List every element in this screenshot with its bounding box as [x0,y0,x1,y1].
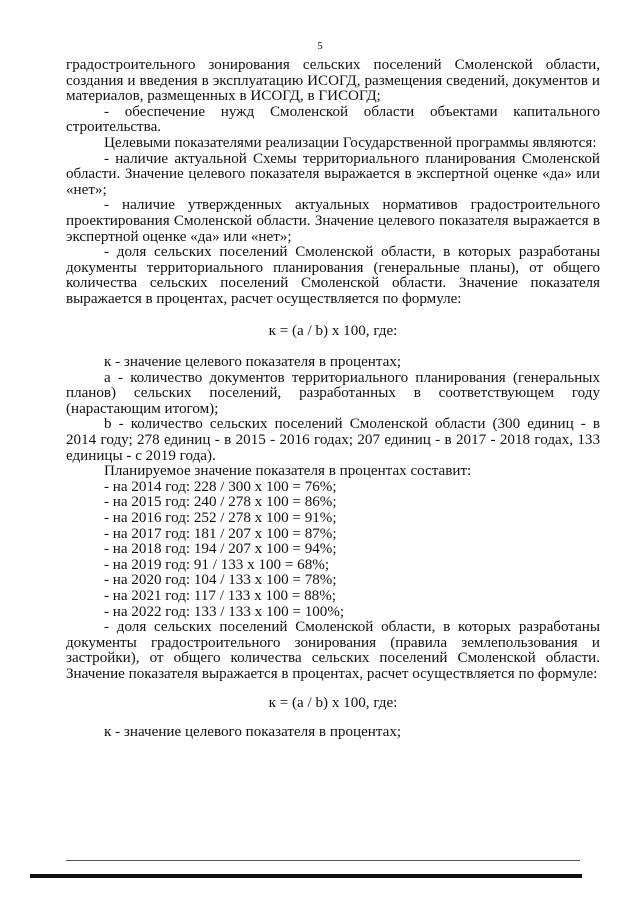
planned-value-item: - на 2022 год: 133 / 133 x 100 = 100%; [104,603,345,620]
paragraph-zoning-continuation: градостроительного зонирования сельских поселений Смоленской области, создания и введения в эксплуатацию ИСОГД, размещения сведений, документов и материалов, размещенных в ИСОГД, в ГИСОГД; [66,57,600,105]
planned-value-item: - на 2018 год: 194 / 207 x 100 = 94%; [104,541,337,558]
paragraph-a-definition: a - количество документов территориального планирования (генеральных планов) сельских поселений, разработанных в соответствующем году (нарастающим итогом); [66,369,600,417]
planned-value-item: - на 2017 год: 181 / 207 x 100 = 87%; [104,525,337,542]
formula: к = (a / b) x 100, где: [268,322,398,339]
planned-value-item: - на 2015 год: 240 / 278 x 100 = 86%; [104,494,337,511]
document-body [66,58,600,741]
page-number: 5 [317,40,323,52]
planned-value-item: - на 2021 год: 117 / 133 x 100 = 88%; [104,588,336,604]
paragraph-planned-values-intro: Планируемое значение показателя в процентах составит: [104,463,472,480]
footer-rule [30,874,582,878]
planned-values-list [66,480,600,620]
formula: к = (a / b) x 100, где: [268,694,398,711]
footer-divider [66,860,580,861]
paragraph-b-definition: b - количество сельских поселений Смоленской области (300 единиц - в 2014 году; 278 единиц - в 2015 - 2016 годах; 207 единиц - в 2017 - 2018 годах, 133 единицы - с 2019 года). [66,416,600,464]
paragraph-capital-construction: - обеспечение нужд Смоленской области объектами капитального строительства. [66,103,600,136]
paragraph-k-definition: к - значение целевого показателя в процентах; [104,354,402,371]
paragraph-territorial-planning-share: - доля сельских поселений Смоленской области, в которых разработаны документы территориального планирования (генеральные планы), от общего количества сельских поселений Смоленской области. Значение показателя выражается в процентах, расчет осуществляется по формуле: [66,244,600,307]
paragraph-target-indicators-intro: Целевыми показателями реализации Государственной программы являются: [104,134,597,151]
planned-value-item: - на 2014 год: 228 / 300 x 100 = 76%; [104,478,337,495]
paragraph-design-standards: - наличие утвержденных актуальных нормативов градостроительного проектирования Смоленской области. Значение целевого показателя выражается в экспертной оценке «да» или «нет»; [66,197,600,245]
paragraph-k-definition: к - значение целевого показателя в процентах; [104,724,402,741]
planned-value-item: - на 2019 год: 91 / 133 x 100 = 68%; [104,556,330,573]
planned-value-item: - на 2020 год: 104 / 133 x 100 = 78%; [104,572,337,589]
paragraph-territorial-scheme: - наличие актуальной Схемы территориального планирования Смоленской области. Значение целевого показателя выражается в экспертной оценке «да» или «нет»; [66,150,600,198]
planned-value-item: - на 2016 год: 252 / 278 x 100 = 91%; [104,510,337,527]
paragraph-zoning-documents-share: - доля сельских поселений Смоленской области, в которых разработаны документы градостроительного зонирования (правила землепользования и застройки), от общего количества сельских поселений Смоленской области. Значение показателя выражается в процентах, расчет осуществляется по формуле: [66,619,600,682]
